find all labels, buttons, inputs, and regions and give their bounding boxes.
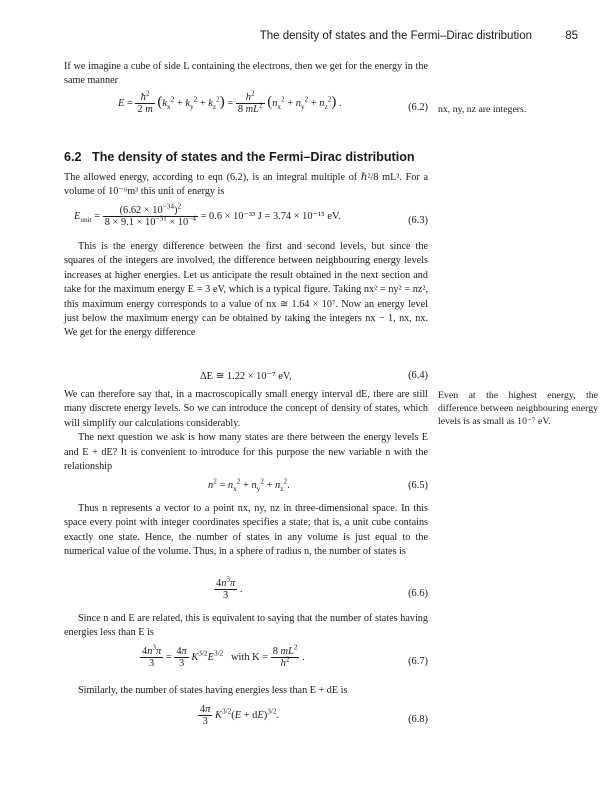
paragraph-allowed-energy: The allowed energy, according to eqn (6.2), is an integral multiple of ℏ²/8 mL². For a volume of 10⁻⁶m³ this unit of energy is xyxy=(64,172,428,198)
intro-paragraph xyxy=(64,60,428,89)
equation-number: (6.2) xyxy=(408,102,428,113)
equation-6-7: $\frac{4n^3\pi}{3}$ = $\frac{4\pi}{3}$ $K^{3/2}E^{3/2}$ with K = $\frac{8 mL^2}{h^2}$ . (6.7) xyxy=(142,643,428,669)
margin-note-energy: Even at the highest energy, the difference between neighbouring energy levels is as small as 10⁻⁷ eV. xyxy=(438,390,598,427)
equation-6-8: $\frac{4\pi}{3}$ $K^{3/2}(E + dE)^{3/2}$. (6.8) xyxy=(200,704,428,727)
equation-number: (6.3) xyxy=(408,215,428,226)
equation-6-5: $n^2 = n_x^2 + n_y^2 + n_z^2$. (6.5) xyxy=(208,477,428,494)
equation-6-3: $E_{unit}$ = $\frac{(6.62 \times 10^{-34})^2}{8 \times 9.1 \times 10^{-31} \times 10^{-4}}$ = 0.6 × 10⁻³³ J = 3.74 × 10⁻¹⁵ eV. (6.3) xyxy=(74,202,428,228)
section-heading xyxy=(64,150,415,164)
eq63-rhs: = 0.6 × 10⁻³³ J = 3.74 × 10⁻¹⁵ eV. xyxy=(200,210,341,222)
equation-number: (6.5) xyxy=(408,480,428,491)
equation-6-2: E = $\frac{ħ^2}{2 m}$ $(k_x^2 + k_y^2 + k_z^2)$ = $\frac{h^2}{8 mL^2}$ $(n_x^2 + n_y^2 + n_z^2)$ . (6.2) xyxy=(118,89,428,115)
intro-text: If we imagine a cube of side L containing the electrons, then we get for the energy in the same manner xyxy=(64,61,428,87)
paragraph-energy-difference: This is the energy difference between the first and second levels, but since the squares of the integers are involved, the difference between neighbouring energy levels increases at higher energies. Let us anticipate the result obtained in the next section and take for the maximum energy E = 3 eV, which is a typical figure. Taking nx² = ny² = nz², this maximum energy corresponds to a value of nx ≅ 1.64 × 10⁷. Now an energy level just below the maximum energy can be obtained by taking the integers nx − 1, nx, nx. We get for the energy difference xyxy=(64,241,428,339)
eq67-with: with K = xyxy=(231,651,269,663)
equation-number: (6.4) xyxy=(408,370,428,381)
equation-6-6: $\frac{4n^3\pi}{3}$ . (6.6) xyxy=(216,575,428,601)
running-title: The density of states and the Fermi–Dirac distribution xyxy=(259,30,532,42)
page-number: 85 xyxy=(565,30,578,42)
section-title: The density of states and the Fermi–Dirac distribution xyxy=(92,150,415,164)
paragraph-similarly: Similarly, the number of states having energies less than E + dE is xyxy=(78,685,348,696)
eq64-text: ΔE ≅ 1.22 × 10⁻⁷ eV, xyxy=(200,371,292,382)
paragraph-thus: Thus n represents a vector to a point nx, ny, nz in three-dimensional space. In this space every point with integer coordinates specifies a state; that is, a unit cube contains exactly one state. Hence, the number of states in any volume is just equal to the numerical value of the volume. Thus, in a sphere of radius n, the number of states is xyxy=(64,503,428,558)
equation-number: (6.6) xyxy=(408,588,428,599)
equation-number: (6.8) xyxy=(408,714,428,725)
paragraph-macroscopic: We can therefore say that, in a macroscopically small energy interval dE, there are still many discrete energy levels. So we can introduce the concept of density of states, which will simplify our calculations considerably. The next question we ask is how many states are there between the energy levels E and E + dE? It is convenient to introduce for this purpose the new variable n with the relationship xyxy=(64,389,428,473)
equation-6-4 xyxy=(64,370,428,388)
paragraph-since: Since n and E are related, this is equivalent to saying that the number of states having energies less than E is xyxy=(64,613,428,639)
margin-note-integers: nx, ny, nz are integers. xyxy=(438,104,527,115)
section-number: 6.2 xyxy=(64,150,82,164)
equation-number: (6.7) xyxy=(408,656,428,667)
